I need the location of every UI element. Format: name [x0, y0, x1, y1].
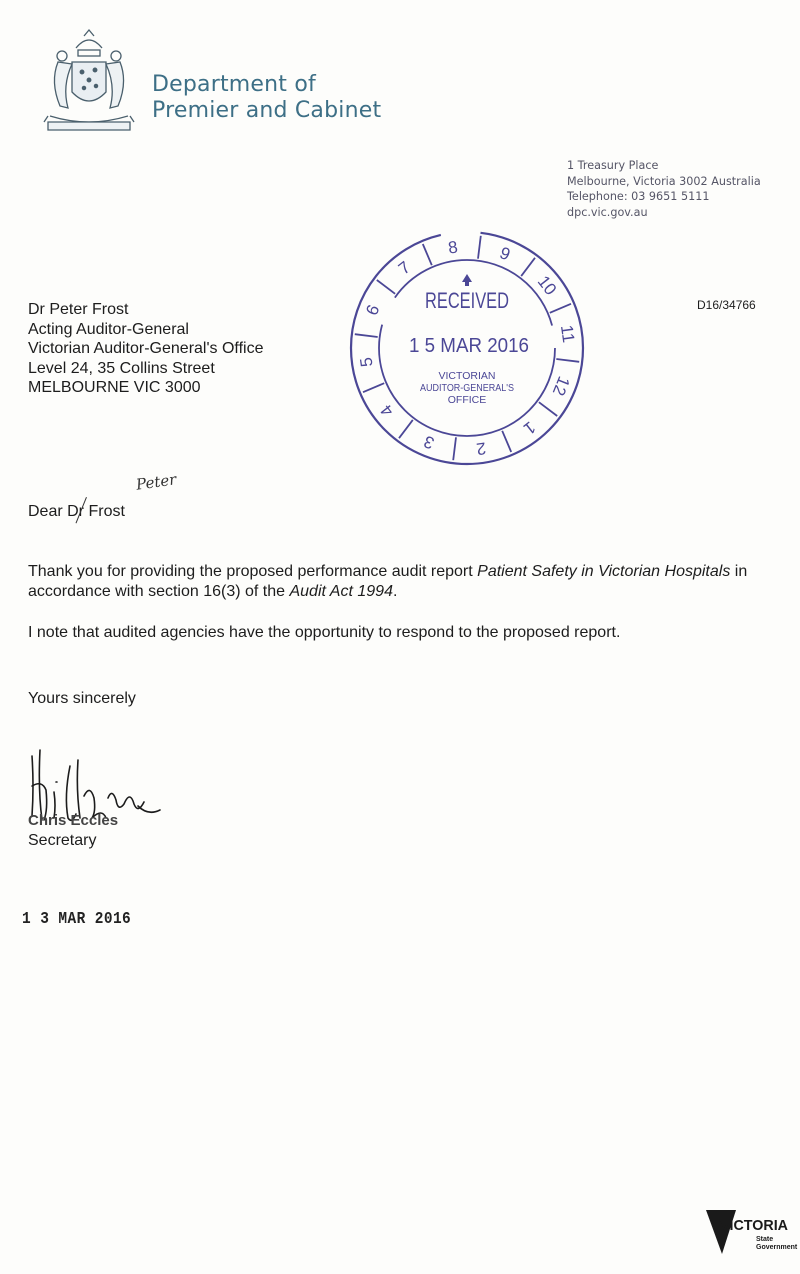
department-line-1: Department of: [152, 72, 316, 97]
stamp-ring-number: 9: [497, 243, 513, 265]
contact-website: dpc.vic.gov.au: [567, 205, 648, 219]
logo-word: VICTORIA: [720, 1217, 789, 1234]
stamp-title: RECEIVED: [425, 288, 509, 313]
body-paragraph-1: [28, 562, 758, 602]
salutation: [28, 503, 125, 521]
contact-address: 1 Treasury Place: [567, 159, 659, 172]
closing: Yours sincerely: [28, 690, 136, 707]
signatory-title: Secretary: [28, 832, 97, 849]
recipient-line: Victorian Auditor-General's Office: [28, 340, 264, 358]
stamp-ring-tick: [539, 402, 557, 416]
department-line-2: Premier and Cabinet: [152, 98, 382, 123]
body-paragraph-2: I note that audited agencies have the opportunity to respond to the proposed report.: [28, 624, 621, 641]
report-title: Patient Safety in Victorian Hospitals: [477, 563, 731, 580]
salutation-prefix: Dear Dr: [28, 503, 89, 520]
department-name: [152, 72, 381, 124]
stamp-ring-number: 3: [421, 431, 437, 453]
stamp-ring-number: 7: [394, 257, 415, 279]
para1-text: Thank you for providing the proposed performance audit report: [28, 563, 478, 580]
stamp-ring-tick: [521, 258, 535, 276]
victoria-state-government-logo: [706, 1208, 798, 1258]
recipient-line: Dr Peter Frost: [28, 301, 129, 318]
stamp-ring-tick: [377, 280, 395, 294]
signed-date-stamp: 1 3 MAR 2016: [22, 910, 132, 929]
recipient-line: Level 24, 35 Collins Street: [28, 359, 215, 377]
stamp-ring-number: 4: [376, 400, 398, 421]
recipient-line: MELBOURNE VIC 3000: [28, 379, 201, 397]
salutation-rest: rost: [98, 503, 125, 520]
stamp-ring-number: 11: [556, 323, 579, 344]
stamp-ring-number: 12: [548, 373, 574, 399]
contact-city: Melbourne, Victoria 3002 Australia: [567, 174, 761, 188]
contact-block: [567, 158, 761, 220]
contact-telephone: Telephone: 03 9651 5111: [567, 190, 710, 203]
stamp-ring-tick: [423, 244, 432, 265]
recipient-address: [28, 300, 263, 398]
stamp-ring-tick: [399, 420, 413, 438]
stamp-ring-number: 6: [362, 302, 384, 318]
struck-letter: F: [88, 503, 99, 520]
stamp-ring-number: 2: [475, 438, 488, 459]
stamp-ring-tick: [556, 359, 579, 362]
reference-number: D16/34766: [697, 298, 756, 312]
stamp-ring-tick: [478, 236, 481, 259]
stamp-ring-number: 5: [356, 356, 377, 369]
stamp-ring-tick: [502, 431, 511, 452]
stamp-org-line-2: AUDITOR-GENERAL'S: [420, 382, 514, 394]
stamp-ring-number: 1: [519, 417, 540, 439]
stamp-date: 1 5 MAR 2016: [409, 335, 529, 357]
stamp-org-line-3: OFFICE: [447, 394, 487, 406]
stamp-ring-number: 8: [446, 237, 459, 258]
logo-sub-1: State: [756, 1236, 774, 1243]
stamp-org-line-1: VICTORIAN: [438, 370, 496, 382]
handwritten-name: Peter: [134, 470, 178, 494]
stamp-ring-tick: [550, 304, 571, 313]
received-stamp: [343, 224, 591, 472]
coat-of-arms-icon: [40, 28, 138, 136]
stamp-ring-tick: [363, 383, 384, 392]
stamp-ring-tick: [453, 437, 456, 460]
logo-sub-2: Government: [756, 1244, 798, 1251]
stamp-ring-tick: [355, 334, 378, 337]
recipient-line: Acting Auditor-General: [28, 320, 189, 338]
stamp-ring-number: 10: [533, 272, 561, 299]
para1-end: .: [392, 583, 398, 600]
arrow-up-icon: [462, 274, 472, 286]
signatory-name: Chris Eccles: [28, 812, 119, 829]
para1-mid: in accordance with section 16(3) of the: [28, 563, 748, 600]
act-title: Audit Act 1994: [289, 583, 393, 600]
